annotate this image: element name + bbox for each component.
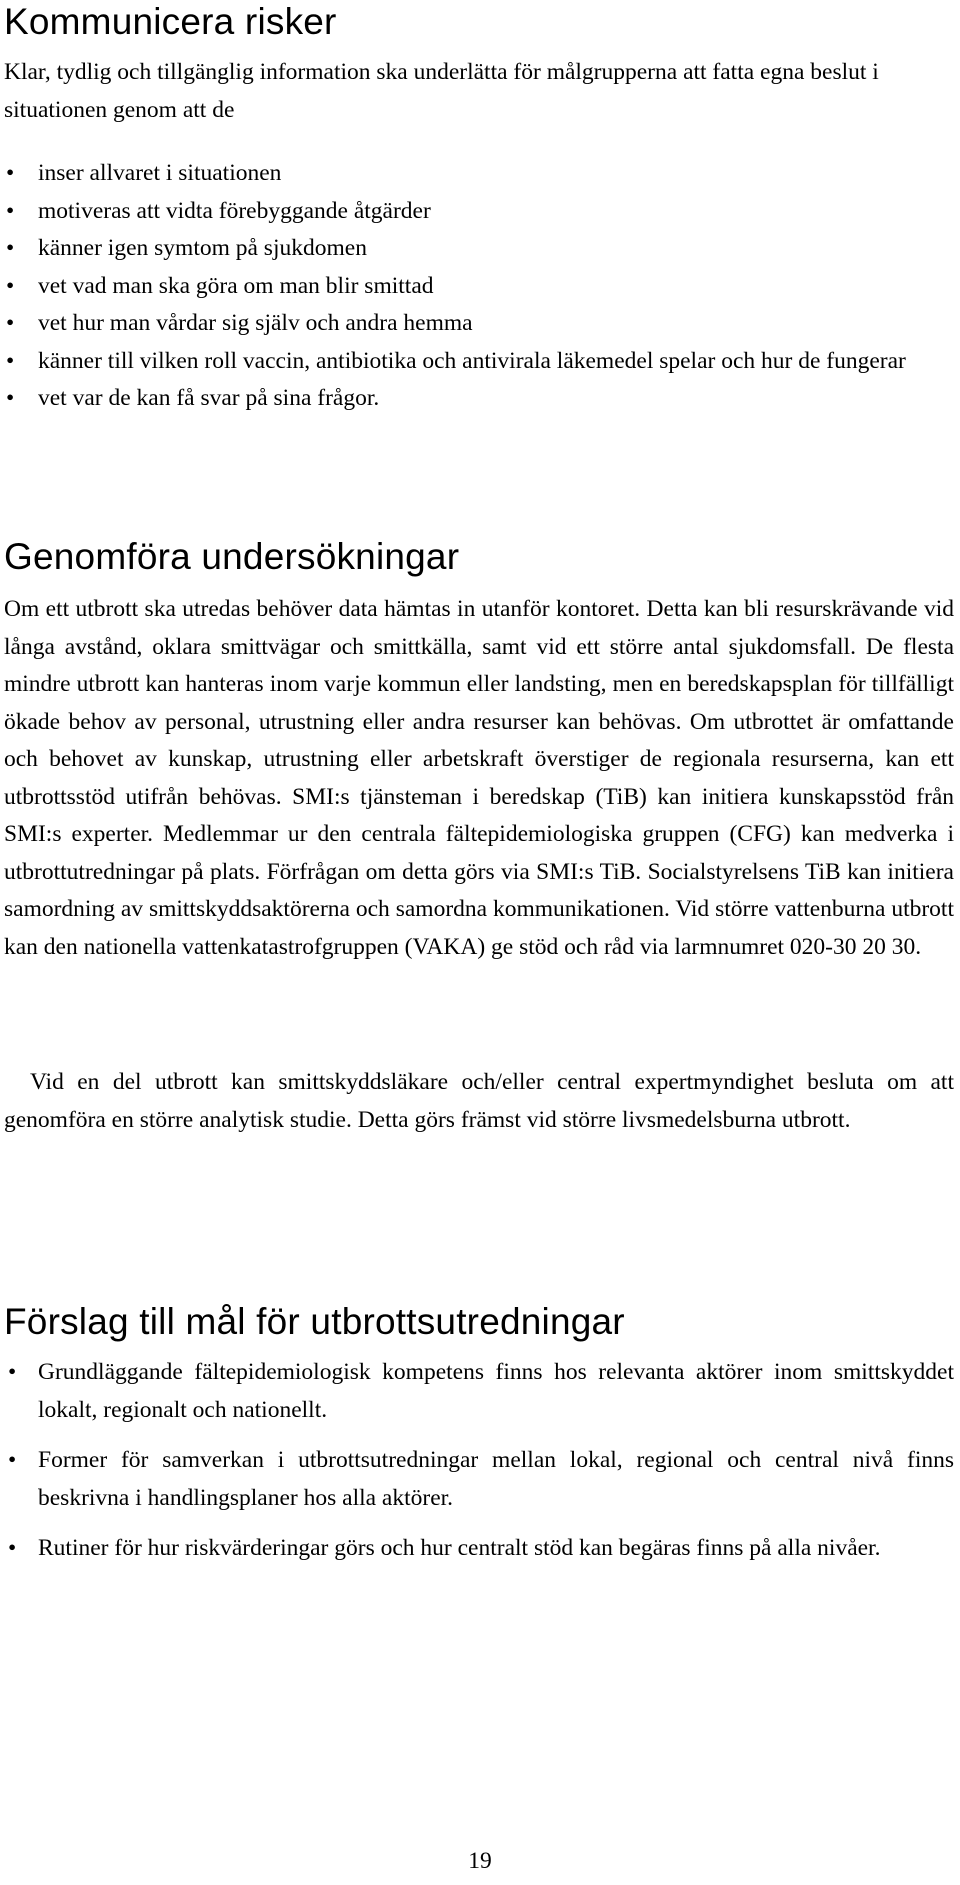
heading-kommunicera-risker: Kommunicera risker [4, 1, 337, 42]
bullet-list-risk-communication [4, 155, 954, 418]
bullet-icon: • [6, 235, 15, 261]
bullet-icon: • [6, 385, 15, 411]
bullet-icon: • [6, 197, 15, 224]
intro-paragraph: Klar, tydlig och tillgänglig information ska underlätta för målgrupperna att fatta egna beslut i situationen genom att de [4, 59, 879, 123]
list-item: • vet var de kan få svar på sina frågor. [4, 380, 954, 418]
bullet-icon: • [6, 160, 15, 186]
bullet-icon: • [8, 1535, 17, 1561]
bullet-icon: • [6, 310, 15, 336]
list-item: • känner till vilken roll vaccin, antibiotika och antivirala läkemedel spelar och hur de fungerar [4, 343, 954, 381]
list-item: • Former för samverkan i utbrottsutredningar mellan lokal, regional och central nivå finns beskrivna i handlingsplaner hos alla aktörer. [4, 1442, 954, 1517]
bullet-list-goals [4, 1354, 954, 1581]
heading-genomfora-undersokningar: Genomföra undersökningar [4, 536, 460, 577]
bullet-icon: • [8, 1359, 17, 1385]
bullet-icon: • [6, 347, 15, 374]
list-item: • vet vad man ska göra om man blir smittad [4, 268, 954, 306]
bullet-icon: • [6, 272, 15, 299]
bullet-icon: • [8, 1447, 17, 1473]
page-number: 19 [468, 1848, 492, 1874]
list-item: • vet hur man vårdar sig själv och andra hemma [4, 305, 954, 343]
body-paragraph: Vid en del utbrott kan smittskyddsläkare och/eller central expertmyndighet besluta om att genomföra en större analytisk studie. Detta görs främst vid större livsmedelsburna utbrott. [4, 1069, 954, 1133]
list-item: • Rutiner för hur riskvärderingar görs och hur centralt stöd kan begäras finns på alla nivåer. [4, 1530, 954, 1568]
list-item: • känner igen symtom på sjukdomen [4, 230, 954, 268]
list-item: • Grundläggande fältepidemiologisk kompetens finns hos relevanta aktörer inom smittskyddet lokalt, regionalt och nationellt. [4, 1354, 954, 1429]
list-item: • motiveras att vidta förebyggande åtgärder [4, 193, 954, 231]
heading-forslag-till-mal: Förslag till mål för utbrottsutredningar [4, 1301, 625, 1342]
body-paragraph: Om ett utbrott ska utredas behöver data hämtas in utanför kontoret. Detta kan bli resurskrävande vid långa avstånd, oklara smittvägar och smittkälla, samt vid ett större antal sjukdomsfall. De flesta mindre utbrott kan hanteras inom varje kommun eller landsting, men en beredskapsplan för tillfälligt ökade behov av personal, utrustning eller andra resurser kan behövas. Om utbrottet är omfattande och behovet av kunskap, utrustning eller arbetskraft överstiger de regionala resurserna, kan ett utbrottsstöd utifrån behövas. SMI:s tjänsteman i beredskap (TiB) kan initiera kunskapsstöd från SMI:s experter. Medlemmar ur den centrala fältepidemiologiska gruppen (CFG) kan medverka i utbrottutredningar på plats. Förfrågan om detta görs via SMI:s TiB. Socialstyrelsens TiB kan initiera samordning av smittskyddsaktörerna och samordna kommunikationen. Vid större vattenburna utbrott kan den nationella vattenkatastrofgruppen (VAKA) ge stöd och råd via larmnumret 020-30 20 30. [4, 596, 954, 960]
list-item: • inser allvaret i situationen [4, 155, 954, 193]
